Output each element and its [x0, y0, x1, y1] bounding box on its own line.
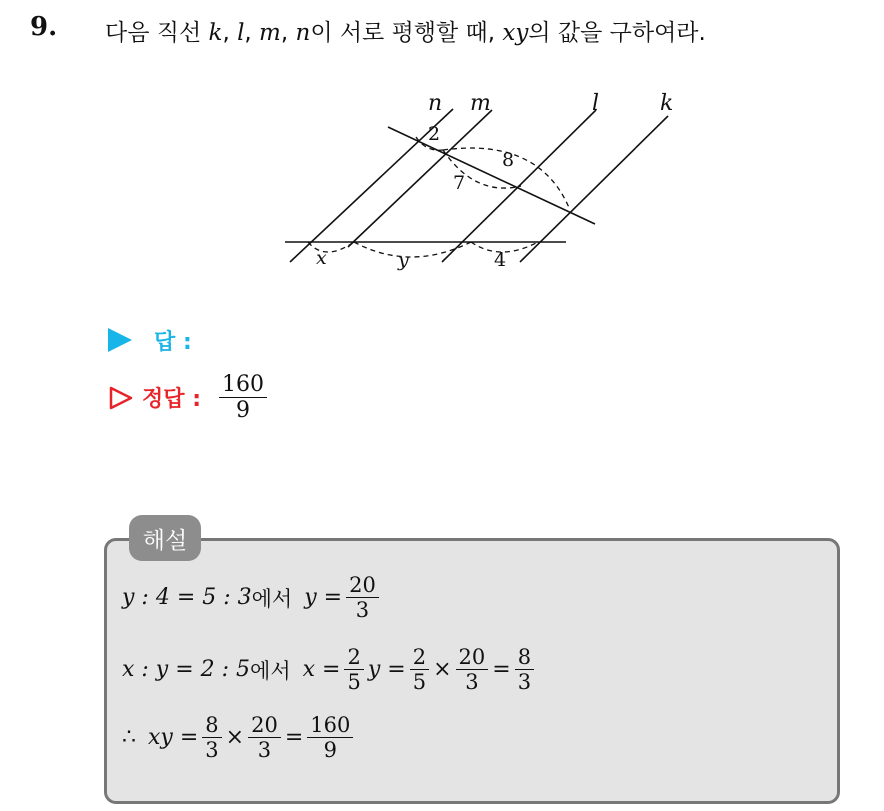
problem-number: 9.: [30, 12, 58, 42]
fraction: $\frac{2}{5}$: [410, 645, 429, 694]
segment-y: y: [398, 249, 409, 271]
fraction: $\frac{20}{3}$: [456, 645, 489, 694]
label-k: k: [660, 91, 674, 116]
correct-answer-row: [108, 372, 267, 424]
segment-7: 7: [453, 172, 466, 194]
fraction: $\frac{160}{9}$: [307, 713, 353, 762]
outline-triangle-icon: [108, 385, 134, 411]
separator: ,: [280, 20, 296, 46]
segment-x: x: [316, 247, 327, 269]
var-l: l: [237, 20, 245, 46]
var-k: k: [208, 20, 223, 46]
answer-label: 답 :: [154, 329, 192, 355]
question-text: [105, 14, 706, 47]
label-n: n: [428, 91, 443, 116]
arc-x: [308, 242, 354, 252]
var-m: m: [259, 20, 281, 46]
segment-4: 4: [494, 249, 507, 271]
solution-line-1: y : 4 = 5 : 3 에서 y = $\frac{20}{3}$: [122, 573, 383, 622]
arc-y: [354, 242, 471, 257]
segment-2: 2: [428, 123, 441, 145]
question-text-part: 다음 직선: [105, 20, 209, 46]
var-n: n: [295, 20, 311, 46]
correct-answer-value: $\frac{160}{9}$: [219, 372, 267, 424]
line-k: [520, 116, 668, 262]
separator: ,: [244, 20, 260, 46]
fraction: $\frac{20}{3}$: [248, 713, 281, 762]
question-text-part: 이 서로 평행할 때,: [310, 20, 503, 46]
correct-answer-label: 정답 :: [142, 387, 201, 413]
question-text-part: 의 값을 구하여라.: [528, 20, 706, 46]
fraction: $\frac{2}{5}$: [344, 645, 363, 694]
fraction: $\frac{8}{3}$: [515, 645, 534, 694]
label-m: m: [470, 91, 491, 116]
solution-line-3: ∴ xy = $\frac{8}{3}$ × $\frac{20}{3}$ = $\frac{160}{9}$: [122, 713, 357, 762]
segment-8: 8: [502, 149, 515, 171]
fraction: $\frac{8}{3}$: [202, 713, 221, 762]
answer-row: [108, 322, 192, 358]
fraction: $\frac{20}{3}$: [346, 573, 379, 622]
label-l: l: [592, 91, 600, 116]
play-triangle-icon: [108, 328, 132, 352]
solution-line-2: x : y = 2 : 5 에서 x = $\frac{2}{5}$ y = $\frac{2}{5}$ × $\frac{20}{3}$ = $\frac{8}{3}$: [122, 645, 538, 694]
separator: ,: [222, 20, 238, 46]
solution-tab: 해설: [129, 515, 201, 561]
parallel-lines-figure: [270, 82, 674, 282]
var-xy: xy: [502, 20, 529, 46]
